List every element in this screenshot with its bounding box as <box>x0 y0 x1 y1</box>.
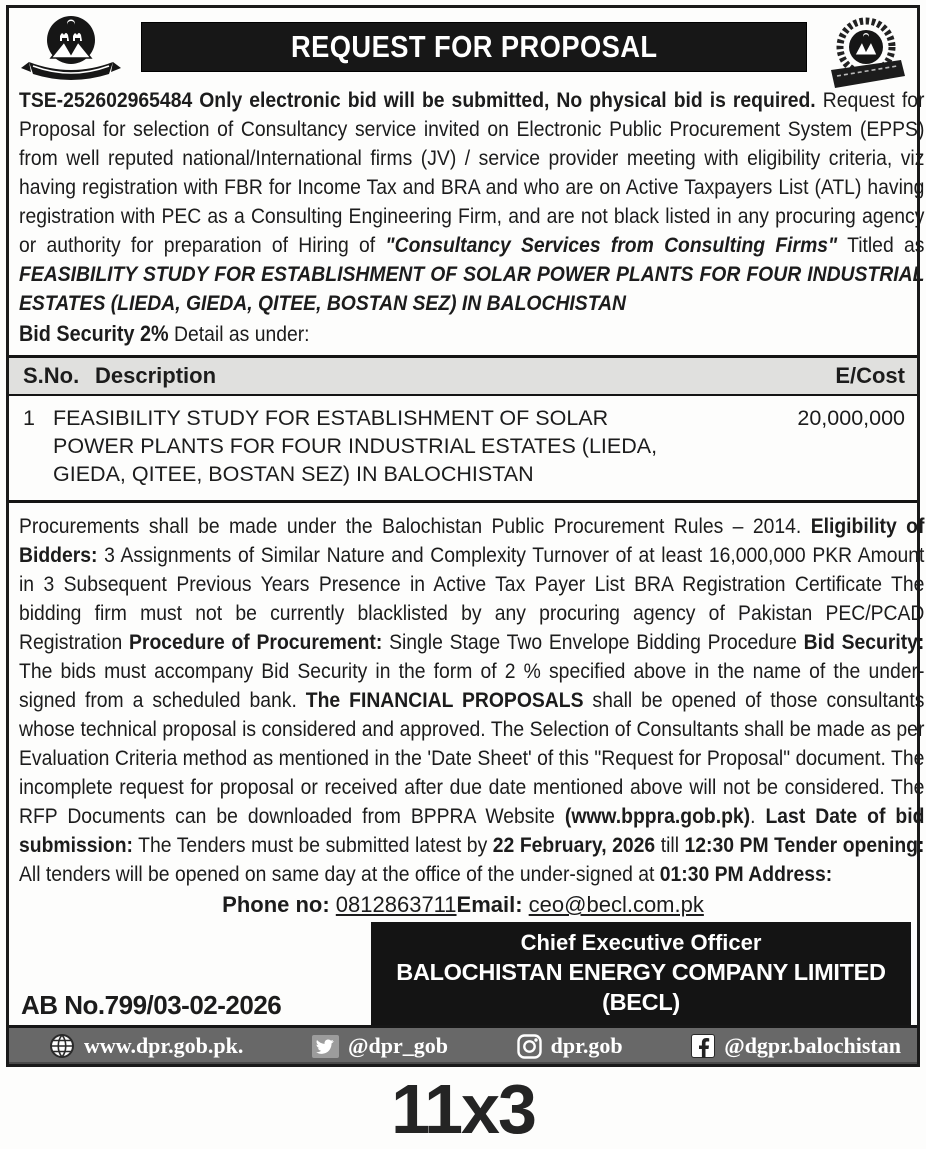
ceo-box <box>371 922 911 1025</box>
text-segment: (www.bppra.gob.pk) <box>564 804 751 828</box>
email-label: Email: <box>456 892 529 917</box>
page-title: REQUEST FOR PROPOSAL <box>290 29 658 64</box>
text-segment: 3 Assignments of Similar Nature and Complexity Turnover of at least 16,000,000 PKR Amount in 3 Subsequent Previous Years Presence in Active Tax Payer List BRA Registration Certificate The bidding firm must not be currently blacklisted by any procuring agency of Pakistan PEC/PCAD Registration <box>19 543 925 654</box>
text-segment: Request for Proposal for selection of Consultancy service invited on Electronic Public Procurement System (EPPS) from well reputed national/International firms (JV) / service provider meeting with eligibility criteria, viz having registration with FBR for Income Tax and BRA and who are on Active Taxpayers List (ATL) having registration with PEC as a Consulting Engineering Firm, and are not black listed in any procuring agency or authority for preparation of Hiring of <box>19 88 925 257</box>
text-segment: The bids must accompany Bid Security in the form of 2 % specified above in the name of the under-signed from a scheduled bank. <box>19 659 925 712</box>
text-segment: TSE-252602965484 Only electronic bid will be submitted, No physical bid is required. <box>19 88 816 112</box>
text-segment: Procurements shall be made under the Balochistan Public Procurement Rules – 2014. <box>19 514 811 538</box>
website-item <box>49 1033 243 1059</box>
text-segment: All tenders will be opened on same day at the office of the under-signed at <box>19 862 660 886</box>
text-segment: Procedure of Procurement: <box>129 630 383 654</box>
cell-sno: 1 <box>23 406 35 430</box>
cost-table <box>9 355 917 503</box>
contact-line <box>9 891 917 919</box>
company-name: BALOCHISTAN ENERGY COMPANY LIMITED (BECL) <box>396 959 886 1015</box>
instagram-icon <box>517 1034 542 1059</box>
bid-security-detail: Detail as under: <box>168 322 310 346</box>
cell-ecost: 20,000,000 <box>797 406 905 430</box>
text-segment: Eligibility of Bidders: <box>19 514 925 567</box>
text-segment: Single Stage Two Envelope Bidding Procedure <box>382 630 804 654</box>
phone-number: 0812863711 <box>335 892 457 917</box>
facebook-icon <box>691 1034 715 1058</box>
column-header-sno: S.No. <box>23 363 80 388</box>
table-row <box>9 396 917 500</box>
facebook-item <box>691 1033 901 1059</box>
phone-label: Phone no: <box>222 892 336 917</box>
text-segment: "Consultancy Services from Consulting Firms" <box>385 233 838 257</box>
text-segment: . <box>750 804 766 828</box>
text-segment: 01:30 PM Address: <box>659 862 833 886</box>
ab-number: AB No.799/03-02-2026 <box>21 990 282 1020</box>
facebook-handle: @dgpr.balochistan <box>724 1033 901 1058</box>
text-segment: FEASIBILITY STUDY FOR ESTABLISHMENT OF SOLAR POWER PLANTS FOR FOUR INDUSTRIAL ESTATES (LIEDA, GIEDA, QITEE, BOSTAN SEZ) IN BALOCHISTAN <box>19 262 925 315</box>
advertisement-frame <box>6 5 925 1067</box>
title-bar <box>141 22 807 72</box>
text-segment: Bid Security: <box>803 630 925 654</box>
column-header-ecost: E/Cost <box>835 363 905 388</box>
instagram-item <box>517 1033 623 1059</box>
cell-description: FEASIBILITY STUDY FOR ESTABLISHMENT OF SOLAR POWER PLANTS FOR FOUR INDUSTRIAL ESTATES (LIEDA, GIEDA, QITEE, BOSTAN SEZ) IN BALOCHISTAN <box>53 406 658 486</box>
bid-security-line <box>19 319 924 349</box>
signoff-section <box>9 927 917 1025</box>
text-segment: The FINANCIAL PROPOSALS <box>305 688 584 712</box>
terms-section <box>9 512 925 889</box>
column-header-description: Description <box>95 363 217 388</box>
twitter-handle: @dpr_gob <box>348 1033 448 1058</box>
text-segment: Titled as <box>837 233 925 257</box>
text-segment: Last Date of bid submission: <box>19 804 925 857</box>
twitter-item <box>312 1033 448 1059</box>
ad-size-label: 11x3 <box>391 1070 535 1148</box>
text-segment: shall be opened of those consultants whose technical proposal is considered and approved. The Selection of Consultants shall be made as per Evaluation Criteria method as mentioned in the 'Date Sheet' of this "Request for Proposal" document. The incomplete request for proposal or received after due date mentioned above will not be considered. The RFP Documents can be downloaded from BPPRA Website <box>19 688 925 828</box>
balochistan-government-emblem-icon <box>19 14 123 84</box>
twitter-icon <box>312 1035 339 1058</box>
text-segment: The Tenders must be submitted latest by <box>132 833 493 857</box>
website-url: www.dpr.gob.pk. <box>84 1033 244 1058</box>
text-segment: till <box>655 833 685 857</box>
footer-social-bar <box>9 1025 917 1064</box>
text-segment: 12:30 PM Tender opening: <box>684 833 925 857</box>
table-header-row <box>9 358 917 396</box>
bid-security-label: Bid Security 2% <box>19 321 169 346</box>
officer-title: Chief Executive Officer <box>520 930 762 955</box>
intro-section <box>9 86 925 349</box>
instagram-handle: dpr.gob <box>550 1033 623 1058</box>
text-segment: 22 February, 2026 <box>492 833 656 857</box>
header <box>9 8 917 86</box>
intro-paragraph <box>19 86 924 318</box>
terms-paragraph <box>19 512 924 889</box>
email-address: ceo@becl.com.pk <box>528 892 704 917</box>
globe-icon <box>49 1033 75 1059</box>
